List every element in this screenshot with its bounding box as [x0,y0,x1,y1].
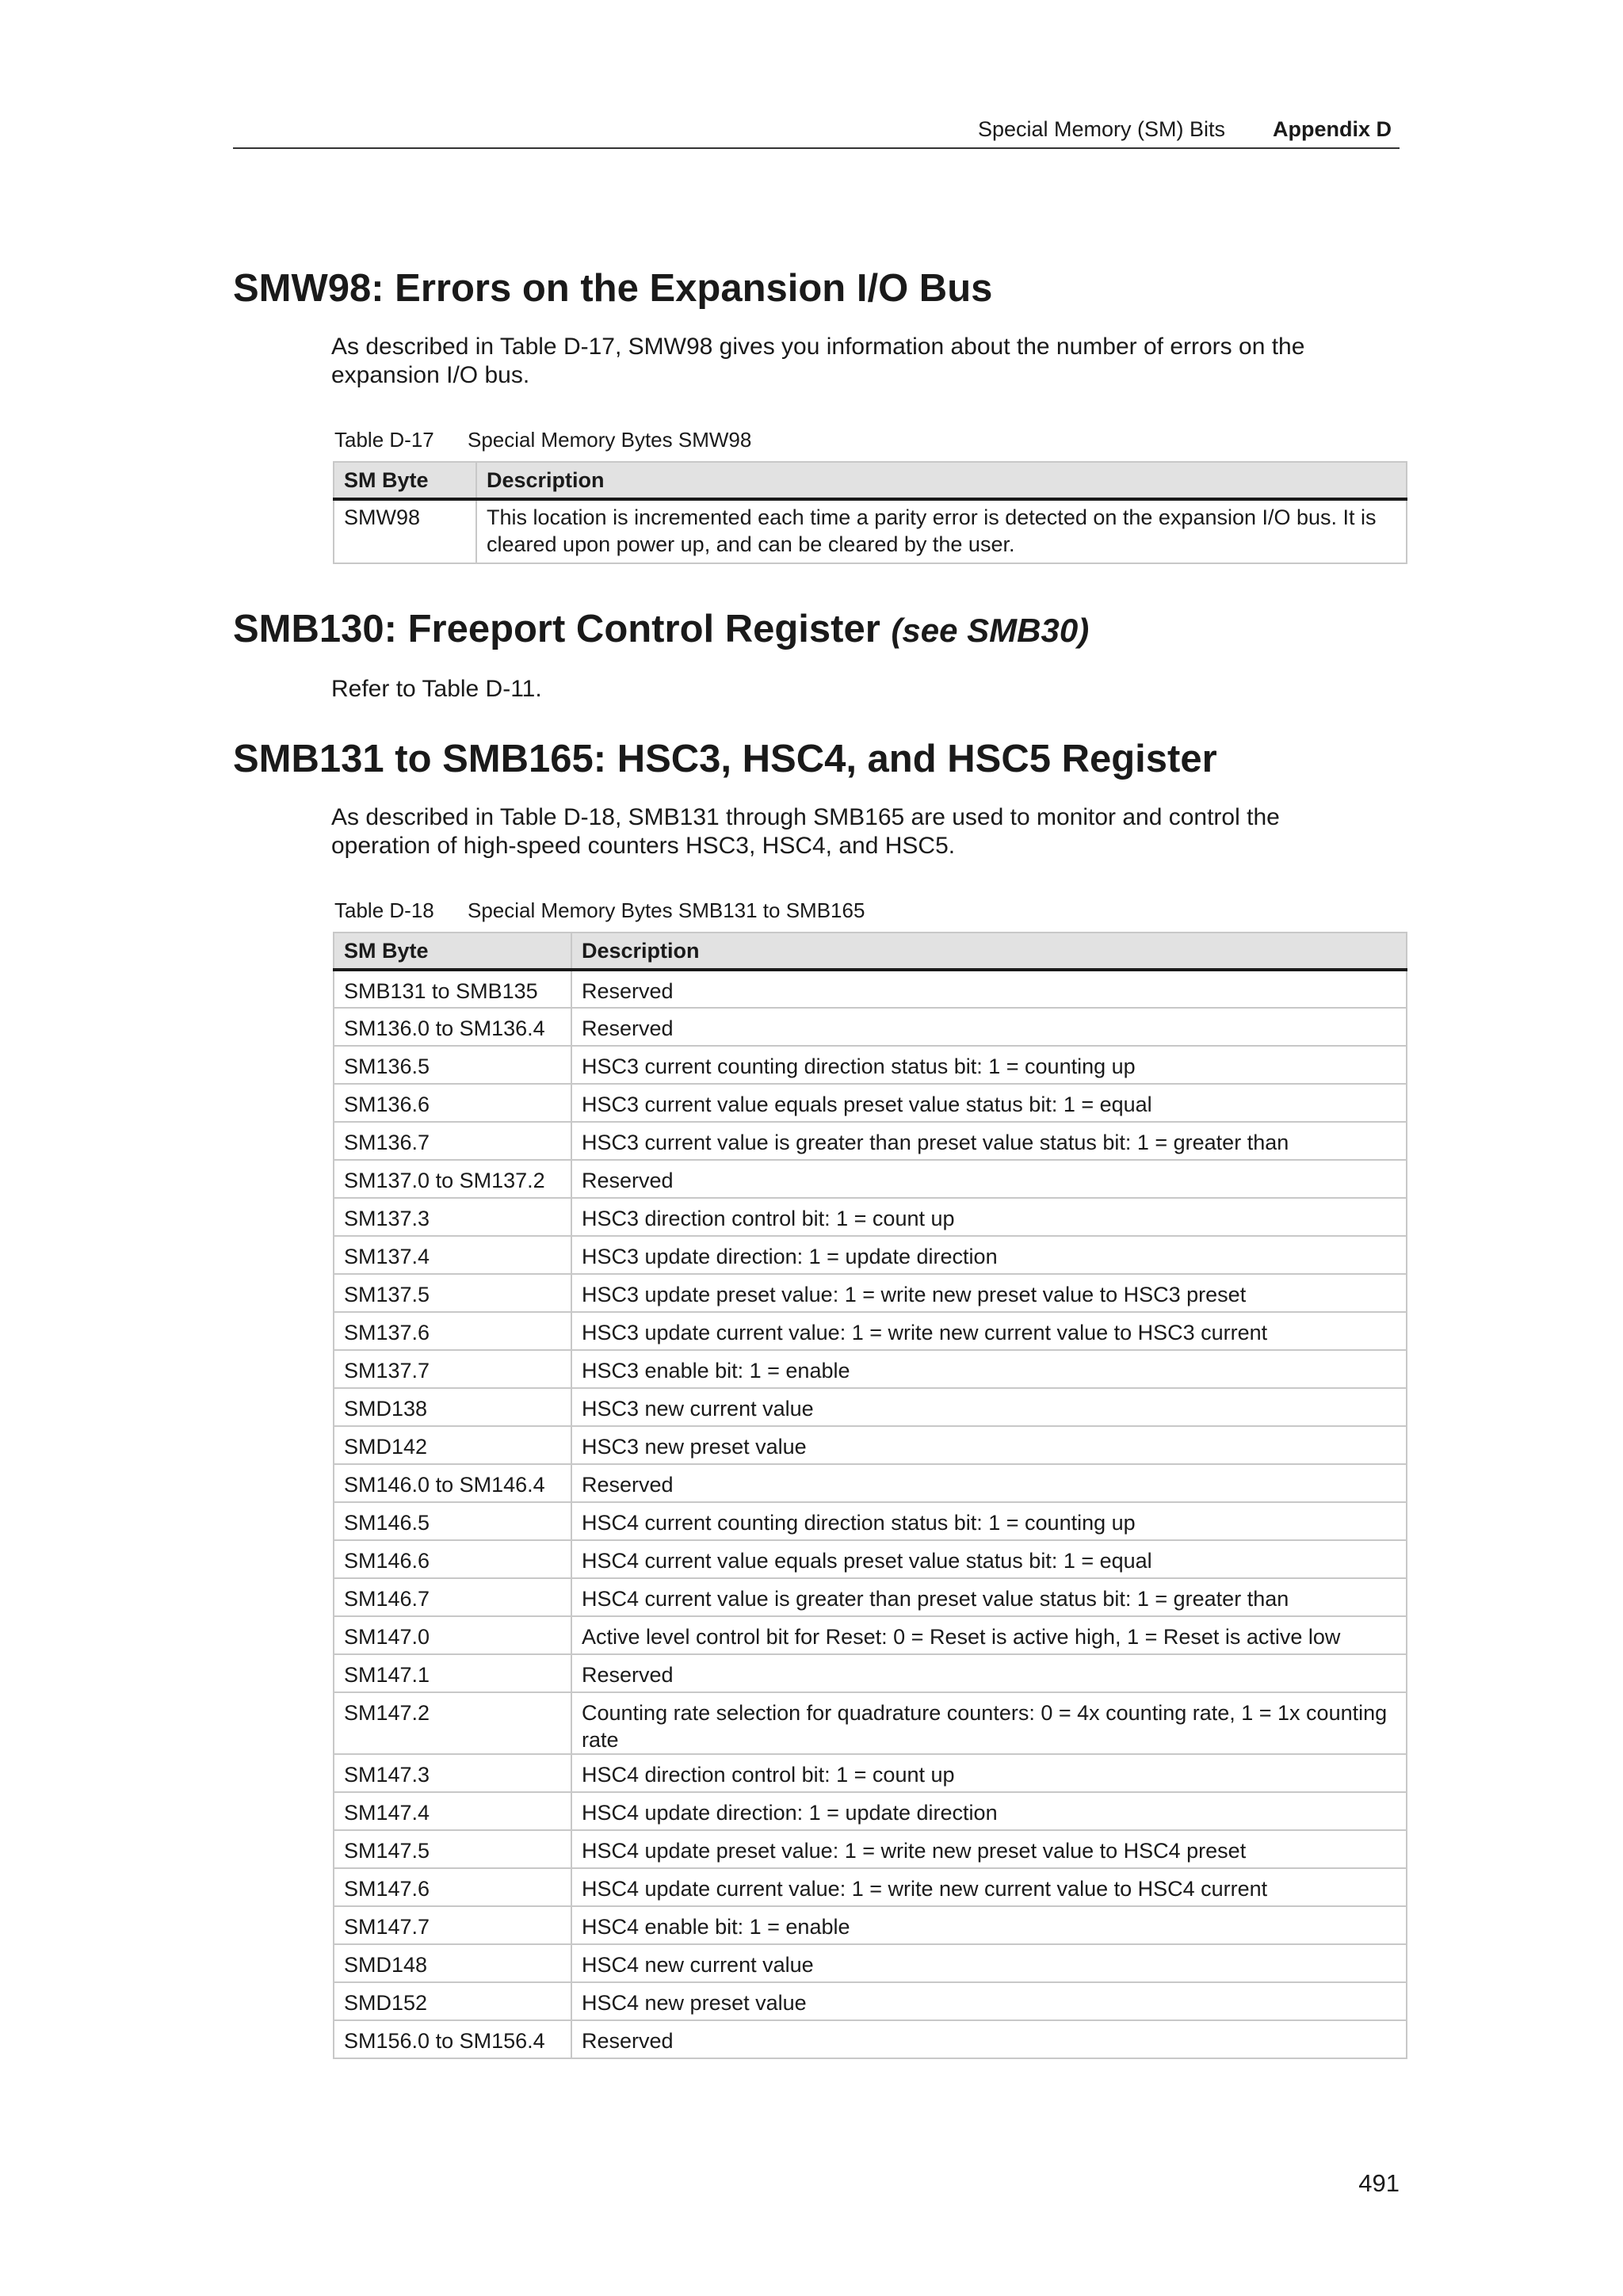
sm-byte-cell: SMB131 to SMB135 [334,970,571,1008]
description-cell: HSC4 update preset value: 1 = write new preset value to HSC4 preset [571,1830,1407,1868]
description-cell: HSC4 current counting direction status bit: 1 = counting up [571,1502,1407,1540]
description-cell: HSC4 enable bit: 1 = enable [571,1906,1407,1944]
table-row [334,1198,1407,1236]
sm-byte-cell: SM137.6 [334,1312,571,1350]
table-row [334,1388,1407,1426]
table-d17 [333,461,1407,564]
description-cell: Reserved [571,1160,1407,1198]
sm-byte-cell: SM147.5 [334,1830,571,1868]
page-number: 491 [1358,2169,1400,2197]
column-header: SM Byte [334,933,571,970]
description-cell: HSC3 update preset value: 1 = write new preset value to HSC3 preset [571,1274,1407,1312]
table-caption-d17 [334,428,751,452]
table-row [334,1654,1407,1692]
sm-byte-cell: SM137.4 [334,1236,571,1274]
sm-byte-cell: SM156.0 to SM156.4 [334,2020,571,2058]
table-row [334,1578,1407,1616]
sm-byte-cell: SM137.0 to SM137.2 [334,1160,571,1198]
description-cell: HSC3 update direction: 1 = update direction [571,1236,1407,1274]
running-header [233,111,1400,149]
description-cell: Counting rate selection for quadrature counters: 0 = 4x counting rate, 1 = 1x counting rate [571,1692,1407,1754]
description-cell: Reserved [571,1654,1407,1692]
section-paragraph-smw98: As described in Table D-17, SMW98 gives you information about the number of errors on the expansion I/O bus. [331,334,1305,388]
description-cell: HSC4 update current value: 1 = write new current value to HSC4 current [571,1868,1407,1906]
sm-byte-cell: SMD138 [334,1388,571,1426]
table-title: Special Memory Bytes SMB131 to SMB165 [468,898,865,922]
sm-byte-cell: SMW98 [334,499,476,563]
sm-byte-cell: SM147.6 [334,1868,571,1906]
table-header-row [334,933,1407,970]
table-row [334,970,1407,1008]
header-section-title: Special Memory (SM) Bits [977,117,1225,141]
table-d18 [333,932,1407,2059]
sm-byte-cell: SM136.5 [334,1046,571,1084]
column-header: Description [571,933,1407,970]
table-row [334,1906,1407,1944]
table-row [334,1008,1407,1046]
sm-byte-cell: SMD152 [334,1982,571,2020]
header-appendix-label: Appendix D [1272,117,1392,141]
sm-byte-cell: SM136.0 to SM136.4 [334,1008,571,1046]
sm-byte-cell: SM146.6 [334,1540,571,1578]
description-cell: Reserved [571,970,1407,1008]
sm-byte-cell: SM136.6 [334,1084,571,1122]
table-row [334,499,1407,563]
table-row [334,1982,1407,2020]
section-paragraph-smb131: As described in Table D-18, SMB131 through SMB165 are used to monitor and control the operation of high-speed counters HSC3, HSC4, and HSC5. [331,804,1280,859]
table-row [334,1464,1407,1502]
table-title: Special Memory Bytes SMW98 [468,428,752,452]
section-heading-smb130 [233,607,1089,651]
description-cell: HSC4 current value is greater than preset value status bit: 1 = greater than [571,1578,1407,1616]
table-row [334,1792,1407,1830]
description-cell: HSC3 update current value: 1 = write new current value to HSC3 current [571,1312,1407,1350]
description-cell: HSC3 current value is greater than preset value status bit: 1 = greater than [571,1122,1407,1160]
table-number: Table D-18 [334,898,434,922]
sm-byte-cell: SM137.3 [334,1198,571,1236]
description-cell: This location is incremented each time a parity error is detected on the expansion I/O bus. It is cleared upon power up, and can be cleared by the user. [476,499,1407,563]
description-cell: HSC3 current value equals preset value status bit: 1 = equal [571,1084,1407,1122]
table-row [334,1868,1407,1906]
table-row [334,1502,1407,1540]
description-cell: Reserved [571,1464,1407,1502]
table-row [334,1312,1407,1350]
section-heading-text: SMB130: Freeport Control Register [233,608,880,650]
sm-byte-cell: SM146.5 [334,1502,571,1540]
description-cell: HSC4 new current value [571,1944,1407,1982]
section-heading-smw98: SMW98: Errors on the Expansion I/O Bus [233,267,993,310]
table-row [334,1616,1407,1654]
sm-byte-cell: SM147.0 [334,1616,571,1654]
table-row [334,2020,1407,2058]
table-row [334,1160,1407,1198]
table-d18-body [334,970,1407,2058]
description-cell: Reserved [571,1008,1407,1046]
sm-byte-cell: SM146.0 to SM146.4 [334,1464,571,1502]
section-paragraph-smb130: Refer to Table D-11. [331,676,542,702]
sm-byte-cell: SM147.7 [334,1906,571,1944]
description-cell: HSC4 direction control bit: 1 = count up [571,1754,1407,1792]
description-cell: HSC3 direction control bit: 1 = count up [571,1198,1407,1236]
section-heading-smb131: SMB131 to SMB165: HSC3, HSC4, and HSC5 Register [233,738,1217,780]
description-cell: HSC4 update direction: 1 = update direction [571,1792,1407,1830]
table-row [334,1122,1407,1160]
sm-byte-cell: SM147.1 [334,1654,571,1692]
table-row [334,1830,1407,1868]
description-cell: HSC3 new preset value [571,1426,1407,1464]
description-cell: HSC4 current value equals preset value status bit: 1 = equal [571,1540,1407,1578]
description-cell: HSC4 new preset value [571,1982,1407,2020]
sm-byte-cell: SM147.2 [334,1692,571,1754]
section-heading-reference: (see SMB30) [891,612,1090,649]
sm-byte-cell: SM147.4 [334,1792,571,1830]
table-row [334,1274,1407,1312]
sm-byte-cell: SMD142 [334,1426,571,1464]
table-row [334,1944,1407,1982]
column-header: Description [476,462,1407,499]
table-row [334,1046,1407,1084]
description-cell: HSC3 current counting direction status bit: 1 = counting up [571,1046,1407,1084]
description-cell: Reserved [571,2020,1407,2058]
description-cell: HSC3 new current value [571,1388,1407,1426]
table-row [334,1236,1407,1274]
sm-byte-cell: SM137.5 [334,1274,571,1312]
description-cell: HSC3 enable bit: 1 = enable [571,1350,1407,1388]
table-row [334,1540,1407,1578]
sm-byte-cell: SM147.3 [334,1754,571,1792]
description-cell: Active level control bit for Reset: 0 = Reset is active high, 1 = Reset is active low [571,1616,1407,1654]
table-row [334,1692,1407,1754]
sm-byte-cell: SM136.7 [334,1122,571,1160]
table-row [334,1350,1407,1388]
column-header: SM Byte [334,462,476,499]
table-row [334,1426,1407,1464]
sm-byte-cell: SM137.7 [334,1350,571,1388]
table-header-row [334,462,1407,499]
sm-byte-cell: SM146.7 [334,1578,571,1616]
sm-byte-cell: SMD148 [334,1944,571,1982]
table-caption-d18 [334,898,865,923]
table-row [334,1754,1407,1792]
table-row [334,1084,1407,1122]
table-number: Table D-17 [334,428,434,452]
